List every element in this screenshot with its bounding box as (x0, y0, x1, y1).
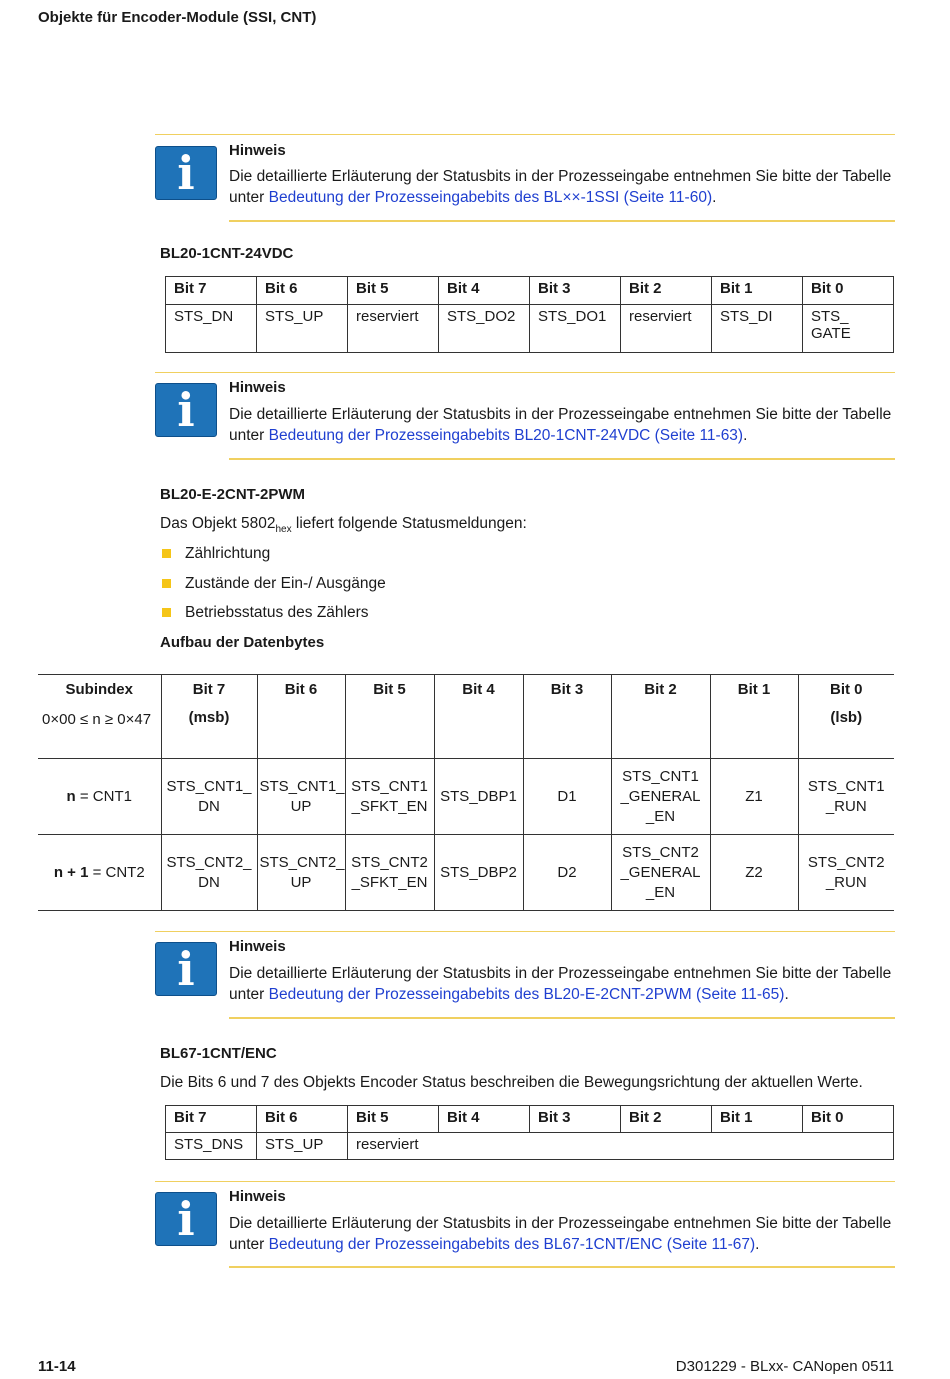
note-title: Hinweis (229, 938, 286, 955)
table-header-cell: Bit 0 (829, 681, 863, 698)
table-header-cell: Bit 7 (161, 675, 257, 705)
table-header-cell: Bit 4 (439, 277, 530, 305)
table-cell: STS_DN (166, 305, 257, 353)
note-link[interactable]: Bedeutung der Prozesseingabebits des BL××-1SSI (Seite 11-60) (268, 189, 713, 206)
info-icon: i (155, 1192, 217, 1246)
section-title: BL20-1CNT-24VDC (160, 245, 294, 262)
table-cell: STS_DO2 (439, 305, 530, 353)
table-cell: STS_DO1 (530, 305, 621, 353)
info-icon: i (155, 383, 217, 437)
table-header-cell (710, 705, 798, 759)
table-cell: STS_UP (257, 305, 348, 353)
table-header-cell: Bit 5 (348, 277, 439, 305)
table-header-cell: Bit 2 (611, 675, 710, 705)
bit-table-enc (165, 1105, 894, 1160)
note-text: Die detaillierte Erläuterung der Statusbits in der Prozesseingabe entnehmen Sie bitte der Tabelle unter Bedeutung der Prozesseingabebits des BL67-1CNT/ENC (Seite 11-67). (229, 1215, 892, 1253)
table-cell: STS_CNT2 _SFKT_EN (345, 835, 434, 911)
section-title: BL67-1CNT/ENC (160, 1045, 277, 1062)
table-cell: D2 (523, 835, 611, 911)
table-header-cell: Bit 6 (257, 675, 345, 705)
note-bottom-rule (229, 1017, 895, 1019)
note-top-rule (155, 134, 895, 135)
note-title: Hinweis (229, 379, 286, 396)
table-header-cell: Bit 7 (166, 277, 257, 305)
table-cell: STS_DI (712, 305, 803, 353)
note-top-rule (155, 931, 895, 932)
bullet-marker (162, 608, 171, 617)
note-title: Hinweis (229, 142, 286, 159)
note-top-rule (155, 372, 895, 373)
bullet-text: Betriebsstatus des Zählers (185, 604, 369, 621)
note-text: Die detaillierte Erläuterung der Statusbits in der Prozesseingabe entnehmen Sie bitte der Tabelle unter Bedeutung der Prozesseingabebits des BL20-E-2CNT-2PWM (Seite 11-65). (229, 965, 892, 1003)
page-header-title: Objekte für Encoder-Module (SSI, CNT) (38, 9, 317, 26)
table-cell: D1 (523, 759, 611, 835)
table-header-cell: Bit 2 (621, 1106, 712, 1133)
table-header-cell: Bit 4 (439, 1106, 530, 1133)
note-top-rule (155, 1181, 895, 1182)
msb-label: (msb) (161, 705, 257, 759)
table-header-cell (523, 705, 611, 759)
table-cell: STS_DBP2 (434, 835, 523, 911)
table-cell: STS_CNT1_ DN (161, 759, 257, 835)
table-cell: STS_DBP1 (434, 759, 523, 835)
table-cell: reserviert (348, 305, 439, 353)
table-header-cell: Bit 2 (621, 277, 712, 305)
bullet-marker (162, 549, 171, 558)
table-header-cell: Bit 0 (803, 1106, 894, 1133)
table-header-cell: Bit 6 (257, 1106, 348, 1133)
table-cell: STS_CNT2_ UP (257, 835, 345, 911)
table-header-cell: Bit 1 (710, 675, 798, 705)
databytes-table (38, 674, 894, 911)
note-link[interactable]: Bedeutung der Prozesseingabebits des BL20-E-2CNT-2PWM (Seite 11-65) (268, 986, 785, 1003)
section-intro: Die Bits 6 und 7 des Objekts Encoder Status beschreiben die Bewegungsrichtung der aktuellen Werte. (160, 1074, 863, 1091)
section-title: BL20-E-2CNT-2PWM (160, 486, 306, 503)
table-cell: reserviert (348, 1133, 894, 1160)
table-header-cell: Bit 1 (712, 1106, 803, 1133)
info-icon: i (155, 942, 217, 996)
table-header-cell (345, 705, 434, 759)
table-header-cell: Bit 5 (345, 675, 434, 705)
info-icon: i (155, 146, 217, 200)
note-link[interactable]: Bedeutung der Prozesseingabebits des BL67-1CNT/ENC (Seite 11-67) (268, 1236, 756, 1253)
table-header-cell: Bit 3 (523, 675, 611, 705)
page-number: 11-14 (38, 1358, 76, 1375)
table-cell: STS_CNT1_ UP (257, 759, 345, 835)
bit-table-1cnt (165, 276, 894, 353)
note-text: Die detaillierte Erläuterung der Statusbits in der Prozesseingabe entnehmen Sie bitte der Tabelle unter Bedeutung der Prozesseingabebits des BL××-1SSI (Seite 11-60). (229, 168, 892, 206)
table-header-cell (611, 705, 710, 759)
table-cell: Z2 (710, 835, 798, 911)
table-cell: Z1 (710, 759, 798, 835)
table-header-cell: Bit 0 (803, 277, 894, 305)
table-header-cell (257, 705, 345, 759)
table-header-cell: Bit 5 (348, 1106, 439, 1133)
table-cell: STS_CNT1 _GENERAL _EN (611, 759, 710, 835)
table-row (38, 835, 894, 911)
bullet-marker (162, 579, 171, 588)
table-cell: STS_DNS (166, 1133, 257, 1160)
row-label: n + 1 = CNT2 (38, 835, 161, 911)
table-header-cell: Subindex (38, 675, 161, 705)
note-link[interactable]: Bedeutung der Prozesseingabebits BL20-1CNT-24VDC (Seite 11-63) (268, 427, 744, 444)
table-cell: STS_CNT2_ DN (161, 835, 257, 911)
subheading: Aufbau der Datenbytes (160, 634, 325, 651)
doc-id: D301229 - BLxx- CANopen 0511 (675, 1358, 894, 1375)
table-cell: STS_CNT2 _GENERAL _EN (611, 835, 710, 911)
table-row (38, 759, 894, 835)
lsb-label: (lsb) (830, 708, 863, 726)
note-bottom-rule (229, 1266, 895, 1268)
row-label: n = CNT1 (38, 759, 161, 835)
note-text: Die detaillierte Erläuterung der Statusbits in der Prozesseingabe entnehmen Sie bitte der Tabelle unter Bedeutung der Prozesseingabebits BL20-1CNT-24VDC (Seite 11-63). (229, 406, 892, 444)
bullet-text: Zustände der Ein-/ Ausgänge (185, 575, 386, 592)
table-cell: STS_CNT1 _RUN (798, 759, 894, 835)
table-cell: STS_CNT1 _SFKT_EN (345, 759, 434, 835)
table-header-cell: Bit 1 (712, 277, 803, 305)
table-header-cell: Bit 6 (257, 277, 348, 305)
table-cell: STS_UP (257, 1133, 348, 1160)
table-cell: STS_ GATE (803, 305, 894, 353)
table-header-cell: Bit 3 (530, 1106, 621, 1133)
table-header-cell (434, 705, 523, 759)
table-header-cell: Bit 4 (434, 675, 523, 705)
table-header-cell: Bit 3 (530, 277, 621, 305)
table-header-cell: Bit 7 (166, 1106, 257, 1133)
bullet-text: Zählrichtung (185, 545, 271, 562)
table-cell: reserviert (621, 305, 712, 353)
table-cell: STS_CNT2 _RUN (798, 835, 894, 911)
section-intro: Das Objekt $5802_{hex}$ liefert folgende Statusmeldungen: (160, 515, 527, 536)
note-bottom-rule (229, 458, 895, 460)
note-bottom-rule (229, 220, 895, 222)
note-title: Hinweis (229, 1188, 286, 1205)
subindex-range: 0×00 ≤ n ≥ 0×47 (38, 705, 161, 759)
